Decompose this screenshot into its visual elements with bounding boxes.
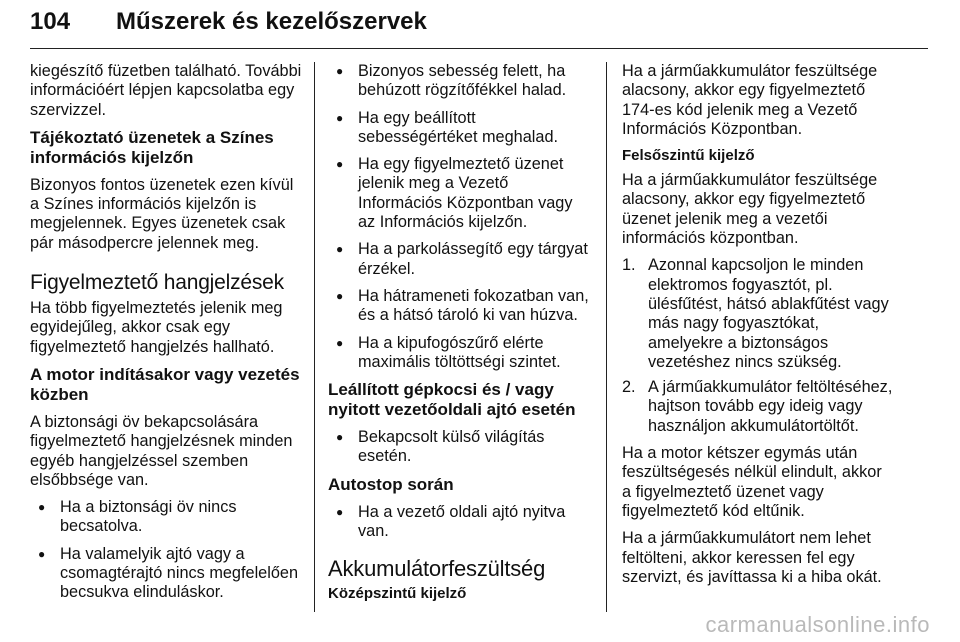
subheading-engine-start: A motor indításakor vagy vezetés közben <box>30 364 300 404</box>
section-heading-warning-chimes: Figyelmeztető hangjelzések <box>30 271 284 295</box>
column-1 <box>30 62 302 611</box>
section-heading-battery-voltage: Akkumulátorfeszültség <box>328 556 546 582</box>
paragraph: Ha a járműakkumulátor feszültsége alacsony, akkor egy figyelmeztető üzenet jelenik meg a vezetői információs központban. <box>622 171 878 248</box>
section-heading-info-messages: Tájékoztató üzenetek a Színes információs kijelzőn <box>30 127 274 167</box>
bullet-list <box>328 62 590 372</box>
paragraph: A biztonsági öv bekapcsolására figyelmeztető hangjelzésnek minden egyéb hangjelzéssel szemben elsőbbsége van. <box>30 412 293 489</box>
column-3 <box>622 62 894 595</box>
step-text: A járműakkumulátor feltöltéséhez, hajtson tovább egy ideig vagy használjon akkumulátortöltőt. <box>648 378 893 435</box>
header-divider <box>30 48 928 49</box>
list-item <box>622 378 894 436</box>
column-2 <box>328 62 590 609</box>
list-item: ● Ha egy figyelmeztető üzenet jelenik meg a Vezető Információs Központban vagy az Információs kijelzőn. <box>328 155 590 232</box>
column-divider-2 <box>606 62 607 612</box>
subheading-parked-vehicle: Leállított gépkocsi és / vagy nyitott vezetőoldali ajtó esetén <box>328 380 576 420</box>
list-item <box>622 256 894 372</box>
watermark: carmanualsonline.info <box>705 612 930 637</box>
paragraph: Ha több figyelmeztetés jelenik meg egyidejűleg, akkor csak egy figyelmeztető hangjelzés hallható. <box>30 299 283 356</box>
bullet-list <box>328 503 590 542</box>
page-number: 104 <box>30 8 71 35</box>
step-text: Azonnal kapcsoljon le minden elektromos fogyasztót, pl. ülésfűtést, hátsó ablakfűtést vagy más nagy fogyasztókat, amelyekre a biztonságos vezetéshez nincs szükség. <box>648 256 889 371</box>
paragraph: Bizonyos fontos üzenetek ezen kívül a Színes információs kijelzőn is megjelennek. Egyes üzenetek csak pár másodpercre jelennek meg. <box>30 175 294 252</box>
column-divider-1 <box>314 62 315 612</box>
page-header <box>30 2 427 42</box>
list-item: ● Bekapcsolt külső világítás esetén. <box>328 428 590 467</box>
subheading-midlevel-display: Középszintű kijelző <box>328 585 467 603</box>
paragraph: Ha a járműakkumulátort nem lehet feltölteni, akkor keressen fel egy szervizt, és javíttassa ki a hiba okát. <box>622 529 882 586</box>
list-item: ● Ha a vezető oldali ajtó nyitva van. <box>328 503 590 542</box>
list-item: ● Ha a parkolássegítő egy tárgyat érzékel. <box>328 240 590 279</box>
list-item: ● Bizonyos sebesség felett, ha behúzott rögzítőfékkel halad. <box>328 62 590 101</box>
subheading-autostop: Autostop során <box>328 474 454 494</box>
list-item: ● Ha valamelyik ajtó vagy a csomagtérajtó nincs megfelelően becsukva elinduláskor. <box>30 545 302 603</box>
step-number: 2. <box>622 378 636 397</box>
bullet-list <box>30 498 302 602</box>
list-item: ● Ha a kipufogószűrő elérte maximális töltöttségi szintet. <box>328 334 590 373</box>
numbered-list <box>622 256 894 436</box>
list-item: ● Ha hátrameneti fokozatban van, és a hátsó tároló ki van húzva. <box>328 287 590 326</box>
list-item: ● Ha a biztonsági öv nincs becsatolva. <box>30 498 302 537</box>
list-item: ● Ha egy beállított sebességértéket meghalad. <box>328 109 590 148</box>
paragraph: Ha a járműakkumulátor feszültsége alacsony, akkor egy figyelmeztető 174-es kód jelenik meg a Vezető Információs Központban. <box>622 62 878 138</box>
paragraph: kiegészítő füzetben található. További információért lépjen kapcsolatba egy szervizzel. <box>30 62 302 119</box>
subheading-uplevel-display: Felsőszintű kijelző <box>622 147 755 165</box>
step-number: 1. <box>622 256 636 275</box>
page-title: Műszerek és kezelőszervek <box>116 8 427 35</box>
bullet-list <box>328 428 590 467</box>
paragraph: Ha a motor kétszer egymás után feszültségesés nélkül elindult, akkor a figyelmeztető üzenet vagy figyelmeztető kód eltűnik. <box>622 444 882 520</box>
